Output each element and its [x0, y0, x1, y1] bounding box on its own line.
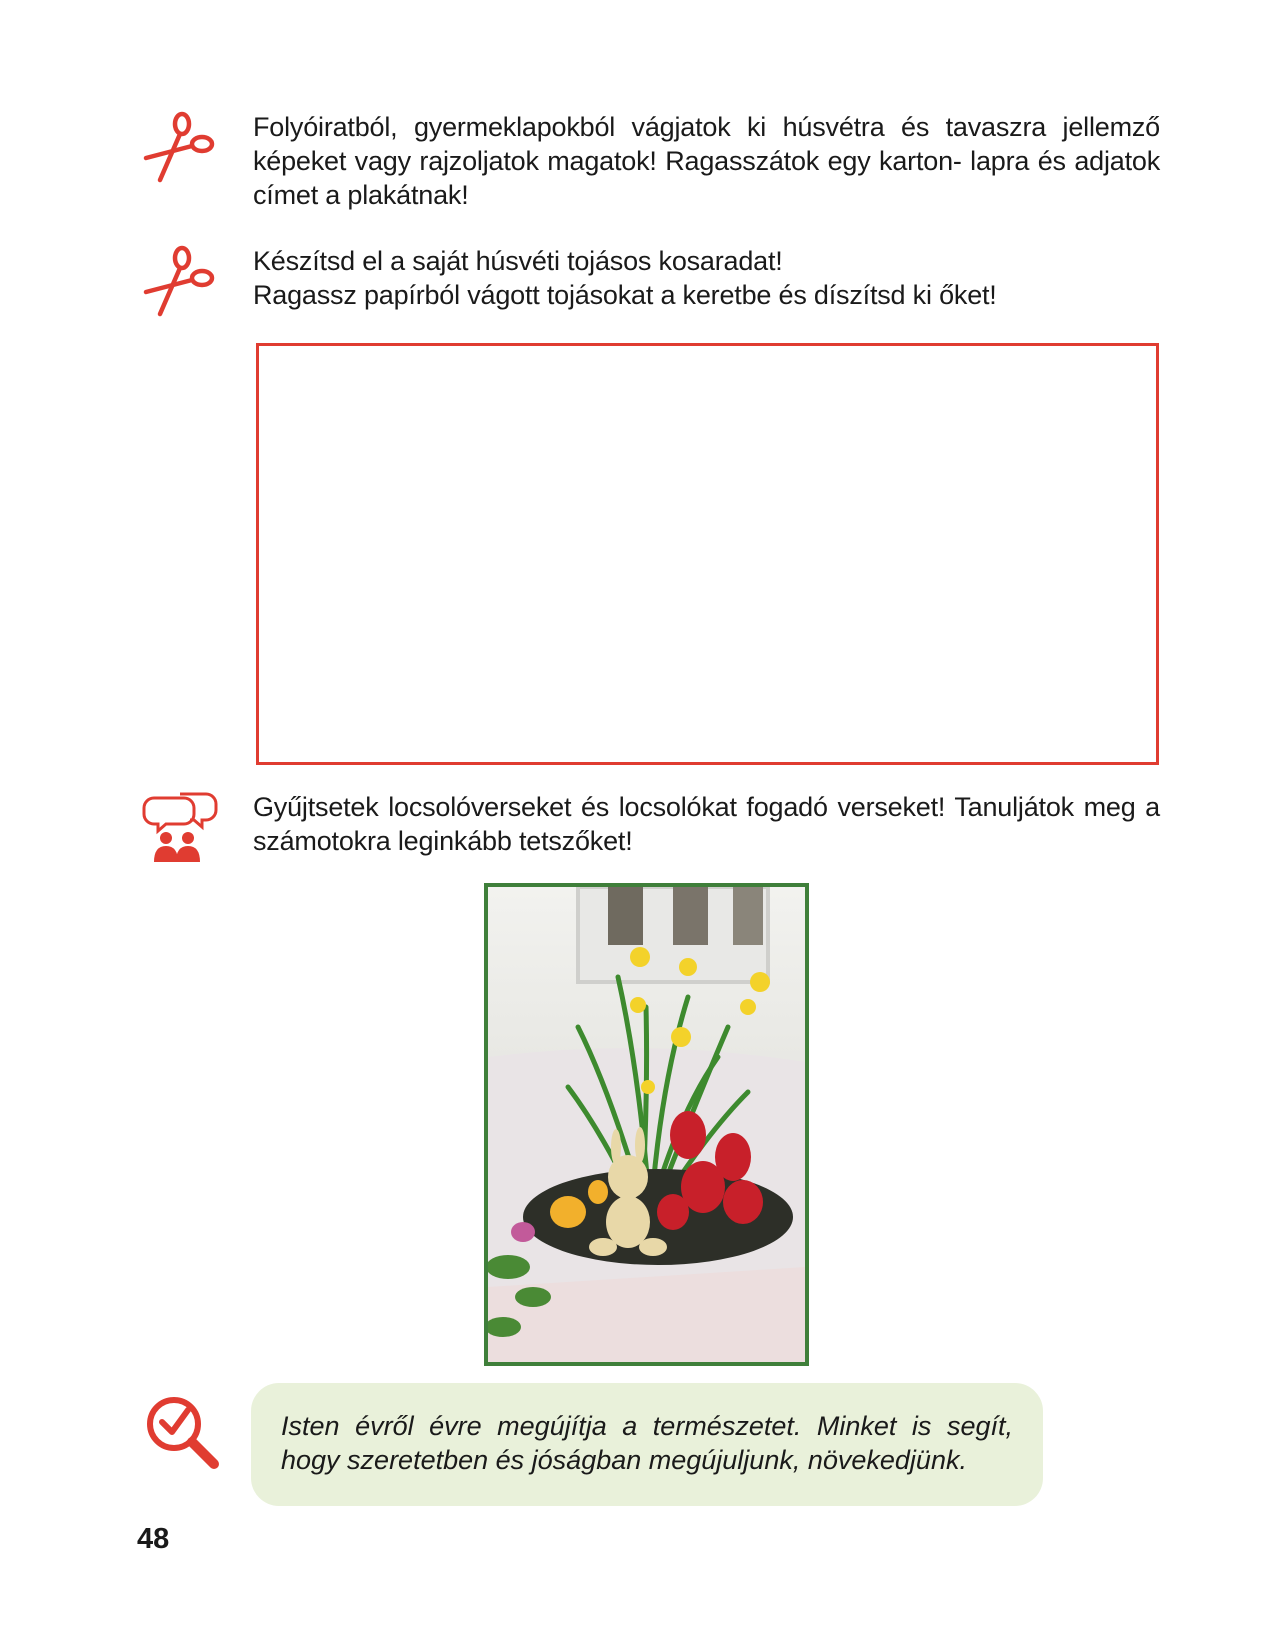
task-easter-basket — [140, 244, 1160, 324]
scissors-icon — [140, 244, 220, 324]
group-discussion-icon — [140, 790, 220, 870]
task-cut-and-paste-poster — [140, 110, 1160, 220]
task-collect-poems — [140, 790, 1160, 870]
task-text — [253, 110, 1160, 212]
paste-frame — [256, 343, 1159, 765]
magnifier-check-icon — [142, 1392, 222, 1472]
summary-box — [251, 1383, 1043, 1506]
task-line: Készítsd el a saját húsvéti tojásos kosaradat! — [253, 246, 783, 276]
scissors-icon — [140, 110, 220, 190]
easter-arrangement-photo — [484, 883, 809, 1366]
summary-text: Isten évről évre megújítja a természetet. Minket is segít, hogy szeretetben és jóságban megújuljunk, növekedjünk. — [281, 1411, 1013, 1475]
task-paragraph: Gyűjtsetek locsolóverseket és locsolókat fogadó verseket! Tanuljátok meg a számotokra leginkább tetszőket! — [253, 792, 1160, 856]
page-number: 48 — [137, 1523, 170, 1555]
task-line: Ragassz papírból vágott tojásokat a keretbe és díszítsd ki őket! — [253, 280, 997, 310]
task-paragraph: Folyóiratból, gyermeklapokból vágjatok ki húsvétra és tavaszra jellemző képeket vagy rajzoljatok magatok! Ragasszátok egy karton- lapra és adjatok címet a plakátnak! — [253, 112, 1160, 210]
task-text — [253, 790, 1160, 858]
task-text — [253, 244, 1160, 312]
